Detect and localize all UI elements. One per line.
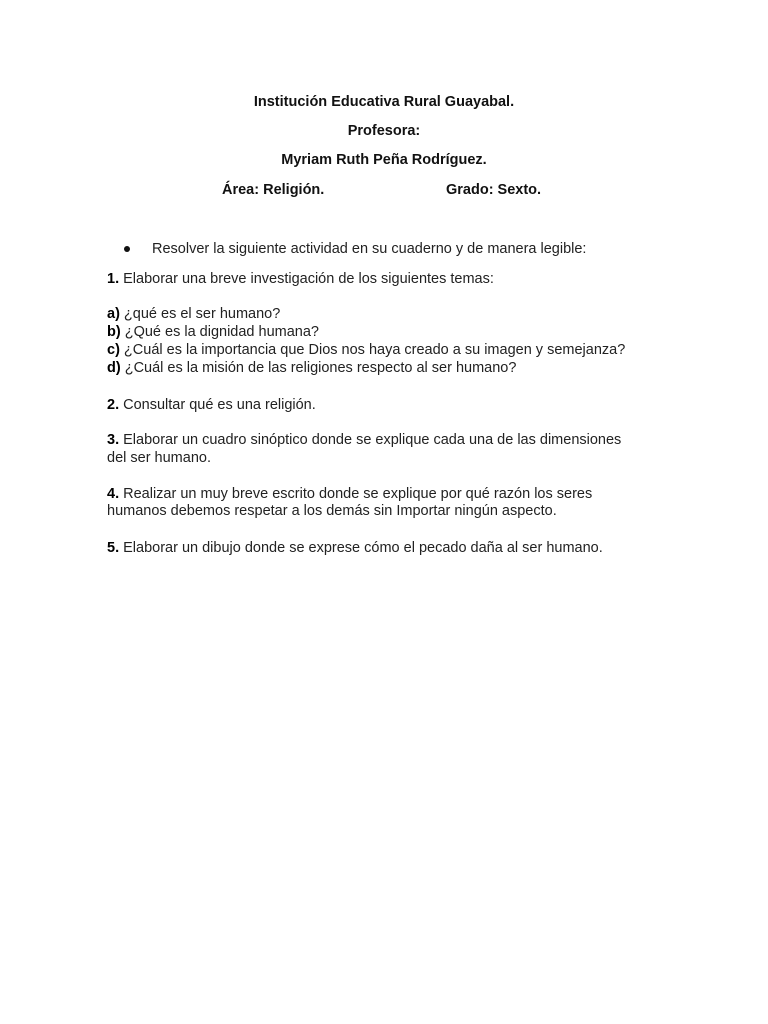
- subitem-d: [107, 359, 516, 377]
- question-number: 5.: [107, 540, 120, 556]
- question-3: [107, 431, 621, 449]
- question-4-continued: humanos debemos respetar a los demás sin Importar ningún aspecto.: [107, 503, 557, 519]
- subitem-b: [107, 323, 319, 341]
- question-number: 4.: [107, 486, 120, 502]
- subitem-text: ¿Qué es la dignidad humana?: [120, 324, 319, 340]
- question-4: [107, 485, 592, 503]
- subitem-a: [107, 305, 280, 323]
- area-label: Área: Religión.: [222, 182, 325, 198]
- subitem-text: ¿Cuál es la misión de las religiones respecto al ser humano?: [120, 360, 517, 376]
- question-number: 3.: [107, 432, 120, 448]
- subitem-letter: a): [107, 306, 120, 322]
- teacher-label: Profesora:: [347, 123, 421, 139]
- institution-title: Institución Educativa Rural Guayabal.: [253, 94, 515, 110]
- subitem-letter: c): [107, 342, 120, 358]
- question-text: Consultar qué es una religión.: [119, 397, 316, 413]
- question-number: 2.: [107, 397, 120, 413]
- bullet-icon: [124, 246, 130, 252]
- question-5: [107, 539, 603, 557]
- question-text: Elaborar una breve investigación de los siguientes temas:: [119, 271, 494, 287]
- subitem-letter: b): [107, 324, 121, 340]
- question-text: Realizar un muy breve escrito donde se explique por qué razón los seres: [119, 486, 593, 502]
- question-text: Elaborar un cuadro sinóptico donde se explique cada una de las dimensiones: [119, 432, 622, 448]
- question-number: 1.: [107, 271, 120, 287]
- subitem-c: [107, 341, 625, 359]
- subitem-text: ¿Cuál es la importancia que Dios nos haya creado a su imagen y semejanza?: [119, 342, 626, 358]
- question-2: [107, 396, 316, 414]
- subitem-text: ¿qué es el ser humano?: [119, 306, 281, 322]
- grade-label: Grado: Sexto.: [446, 182, 542, 198]
- teacher-name: Myriam Ruth Peña Rodríguez.: [281, 152, 487, 168]
- question-1: [107, 270, 494, 288]
- instruction-text: Resolver la siguiente actividad en su cuaderno y de manera legible:: [152, 241, 587, 257]
- question-3-continued: del ser humano.: [107, 450, 211, 466]
- subitem-letter: d): [107, 360, 121, 376]
- area-grade-row: [0, 181, 768, 199]
- question-text: Elaborar un dibujo donde se exprese cómo el pecado daña al ser humano.: [119, 540, 603, 556]
